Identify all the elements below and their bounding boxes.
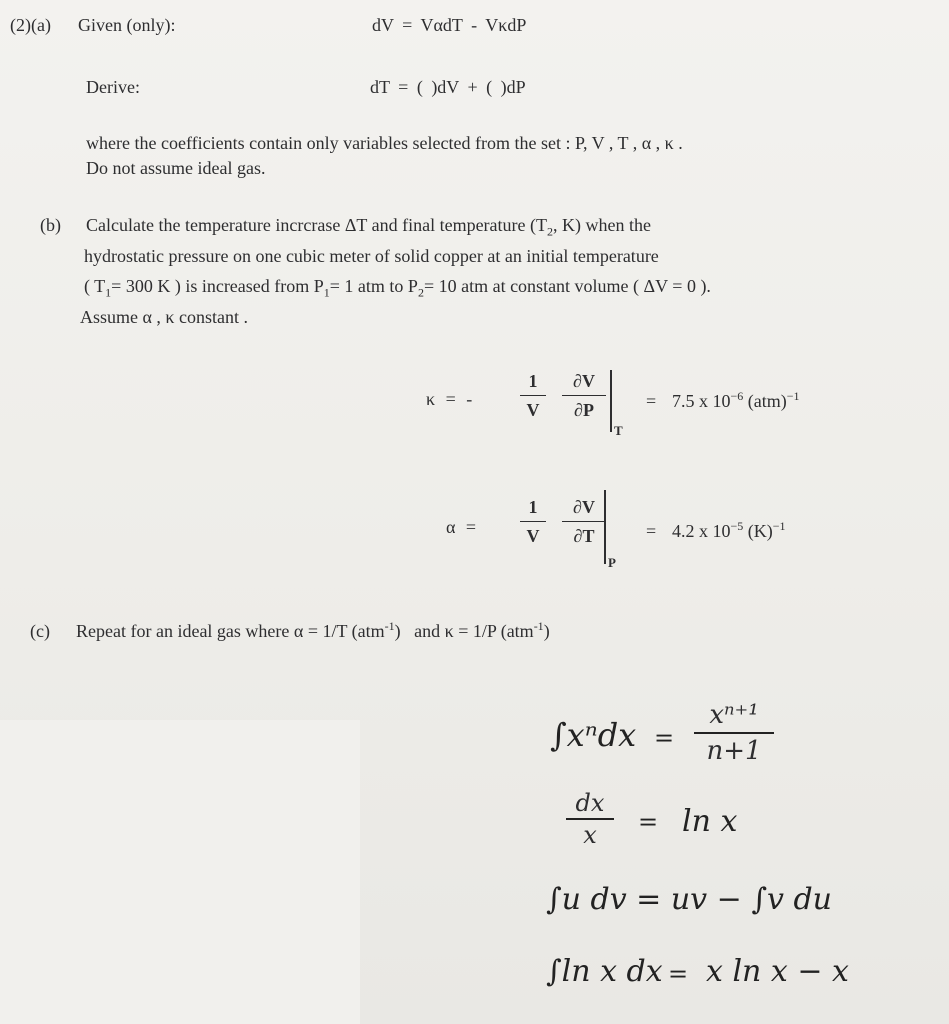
given-equation: dV = VαdT - VκdP <box>372 15 527 35</box>
part-c-label: (c) <box>30 621 50 641</box>
handwritten-integration-by-parts: ∫u dv = uv − ∫v du <box>546 882 832 917</box>
alpha-fraction-2: ∂V ∂T <box>562 496 606 547</box>
kappa-fraction-2: ∂V ∂P <box>562 370 606 421</box>
kappa-subscript: T <box>614 423 623 438</box>
derive-label: Derive: <box>86 77 140 97</box>
derive-equation: dT = ( )dV + ( )dP <box>370 77 526 97</box>
kappa-rhs-value: 7.5 x $10^{-6}$ (atm)$^{-1}$ <box>672 389 800 411</box>
handwritten-power-rule-rhs: xⁿ⁺¹ n+1 <box>686 700 782 766</box>
handwritten-log-rule-lhs: dx x <box>560 790 620 848</box>
kappa-rhs-equals: = <box>646 391 657 411</box>
part-c-text: Repeat for an ideal gas where α = 1/T (atm$^{-1}$) and κ = 1/P (atm$^{-1}$) <box>76 619 550 641</box>
part-b-label: (b) <box>40 215 61 235</box>
alpha-rhs-equals: = <box>646 521 657 541</box>
handwritten-log-rule-rhs: ln x <box>682 804 738 839</box>
kappa-fraction-1: 1 V <box>520 370 546 421</box>
handwritten-log-integral-rhs: x ln x − x <box>706 954 849 989</box>
alpha-fraction-1: 1 V <box>520 496 546 547</box>
kappa-evaluation-bar <box>610 370 612 432</box>
part-b-line-4: Assume α , κ constant . <box>80 307 248 327</box>
given-label: Given (only): <box>78 15 176 35</box>
kappa-lhs: κ = - <box>426 389 473 409</box>
handwritten-power-rule-equals: = <box>654 724 675 752</box>
part-b-line-2: hydrostatic pressure on one cubic meter of solid copper at an initial temperature <box>84 246 659 266</box>
alpha-rhs-value: 4.2 x $10^{-5}$ $(K)^{-1}$ <box>672 519 786 541</box>
alpha-lhs: α = <box>446 517 477 537</box>
part-b-line-1: Calculate the temperature incrcrase ΔT and final temperature ($T_2$, K) when the <box>86 215 651 239</box>
handwritten-power-rule-lhs: ∫xⁿdx <box>550 716 637 754</box>
alpha-evaluation-bar <box>604 490 606 564</box>
handwritten-log-integral-equals: = <box>668 960 689 988</box>
paper-shadow-region <box>0 720 360 1024</box>
where-line-2: Do not assume ideal gas. <box>86 158 266 178</box>
handwritten-log-integral-lhs: ∫ln x dx <box>546 954 663 989</box>
part-a-label: (2)(a) <box>10 15 51 35</box>
alpha-subscript: P <box>608 555 616 570</box>
part-b-line-3: ( $T_1= 300$ K ) is increased from $P_1= 1$ atm to $P_2= 10$ atm at constant volume ( ΔV = 0 ). <box>84 276 711 300</box>
handwritten-log-rule-equals: = <box>638 808 659 836</box>
where-line-1: where the coefficients contain only variables selected from the set : P, V , T , α , κ . <box>86 133 683 153</box>
